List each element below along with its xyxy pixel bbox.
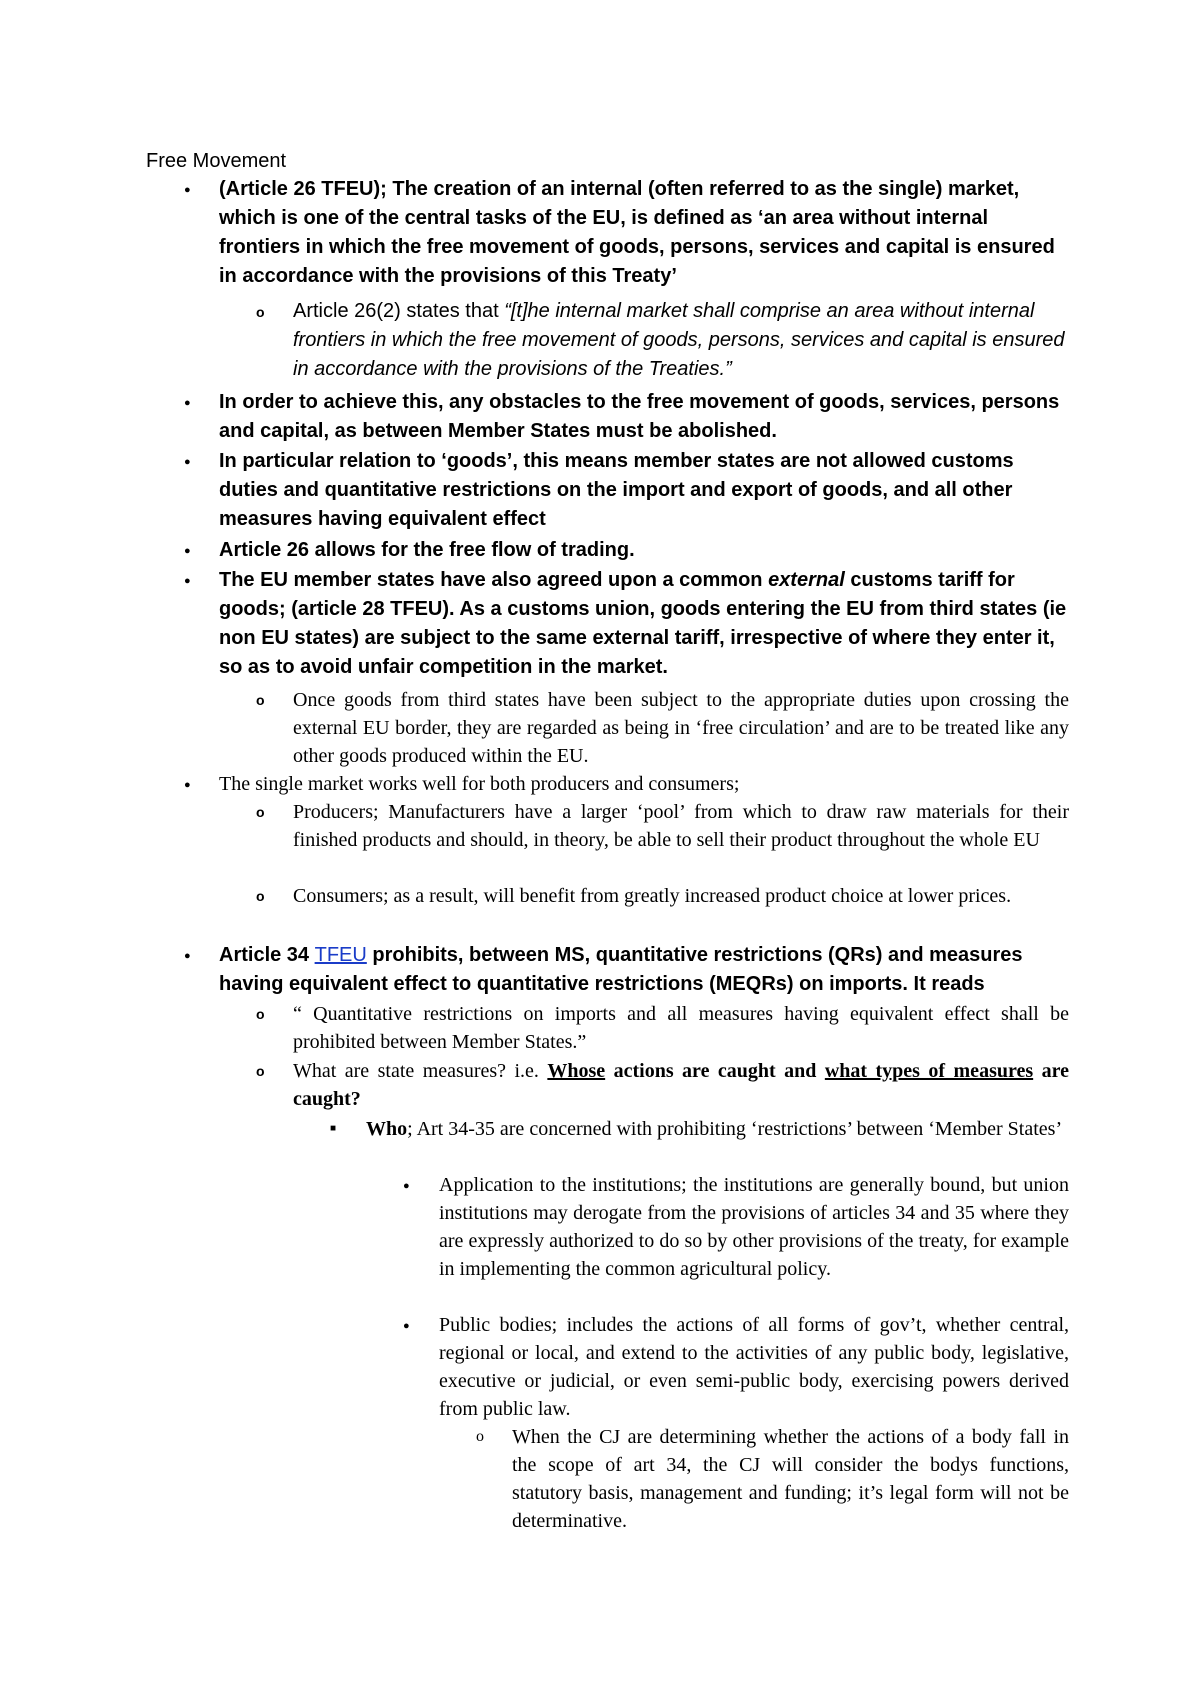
circle-bullet-icon: o <box>256 1006 265 1022</box>
list-item-text: are caught? <box>293 1060 1069 1110</box>
circle-bullet-icon: o <box>256 304 265 320</box>
tfeu-link[interactable]: TFEU <box>314 944 367 966</box>
circle-bullet-icon: o <box>256 692 265 708</box>
article-reference: (Article 26 TFEU) <box>219 178 381 200</box>
list-item: In particular relation to ‘goods’, this means member states are not allowed customs duties and quantitative restrictions on the import and export of goods, and all other measures having equivalent effect <box>219 450 1014 530</box>
list-item <box>219 566 1069 682</box>
treaty-quote: “[t]he internal market shall comprise an area without internal frontiers in which the free movement of goods, persons, services and capital is ensured in accordance with the provisions of the Treaties.” <box>293 300 1065 380</box>
list-item: “ Quantitative restrictions on imports and all measures having equivalent effect shall be prohibited between Member States.” <box>293 1003 1069 1053</box>
list-item-text: Article 26(2) states that <box>293 300 505 322</box>
bullet-icon <box>184 175 191 204</box>
bullet-icon <box>403 1171 410 1200</box>
bullet-icon <box>184 388 191 417</box>
list-item: Public bodies; includes the actions of all forms of gov’t, whether central, regional or local, and extend to the activities of any public body, legislative, executive or judicial, or even semi-public body, exercising powers derived from public law. <box>439 1314 1069 1420</box>
list-item <box>293 1057 1069 1113</box>
bullet-icon <box>184 770 191 799</box>
article-reference: article 28 TFEU <box>297 598 443 620</box>
list-item-text: actions are caught and <box>605 1060 825 1082</box>
bullet-icon <box>184 941 191 970</box>
bullet-icon <box>184 536 191 565</box>
circle-bullet-icon: o <box>256 804 265 820</box>
list-item-text: Article 34 <box>219 944 315 966</box>
list-item-text: prohibits, between MS, quantitative restrictions (QRs) and measures having equivalent effect to quantitative restrictions (MEQRs) on imports. It reads <box>219 944 1023 995</box>
circle-bullet-icon: o <box>256 1063 265 1079</box>
list-item: In order to achieve this, any obstacles to the free movement of goods, services, persons and capital, as between Member States must be abolished. <box>219 391 1060 442</box>
circle-bullet-icon: o <box>256 888 265 904</box>
list-item: Article 26 allows for the free flow of trading. <box>219 539 635 561</box>
list-item <box>219 175 1069 291</box>
list-item: Producers; Manufacturers have a larger ‘pool’ from which to draw raw materials for their finished products and should, in theory, be able to sell their product throughout the whole EU <box>293 801 1069 851</box>
list-item-text: What are state measures? i.e. <box>293 1060 548 1082</box>
bullet-icon <box>184 447 191 476</box>
list-item <box>219 941 1069 999</box>
circle-bullet-icon: o <box>476 1428 484 1445</box>
list-item-text: ; Art 34-35 are concerned with prohibiting ‘restrictions’ between ‘Member States’ <box>407 1118 1063 1140</box>
list-item-text: customs tariff for goods; ( <box>219 569 1015 620</box>
list-item: When the CJ are determining whether the actions of a body fall in the scope of art 34, the CJ will consider the bodys functions, statutory basis, management and funding; it’s legal form will not be determinative. <box>512 1426 1069 1532</box>
list-item <box>293 297 1069 384</box>
list-item: Application to the institutions; the institutions are generally bound, but union institutions may derogate from the provisions of articles 34 and 35 where they are expressly authorized to do so by other provisions of the treaty, for example in implementing the common agricultural policy. <box>439 1174 1069 1280</box>
bullet-icon <box>184 566 191 595</box>
emphasis-text: Who <box>366 1118 408 1140</box>
underlined-term: Whose <box>547 1060 606 1082</box>
list-item-text: ). As a customs union, goods entering the EU from third states (ie non EU states) are subject to the same external tariff, irrespective of where they enter it, so as to avoid unfair competition in the market. <box>219 598 1067 678</box>
underlined-term: what types of measures <box>824 1060 1034 1082</box>
document-title: Free Movement <box>146 150 287 172</box>
list-item-text: The EU member states have also agreed upon a common <box>219 569 769 591</box>
bullet-icon <box>403 1311 410 1340</box>
emphasis-text: external <box>768 569 845 591</box>
list-item-text: ; The creation of an internal (often referred to as the single) market, which is one of the central tasks of the EU, is defined as ‘an area without internal frontiers in which the free movement of goods, persons, services and capital is ensured in accordance with the provisions of this Treaty’ <box>219 178 1055 287</box>
list-item: Once goods from third states have been subject to the appropriate duties upon crossing the external EU border, they are regarded as being in ‘free circulation’ and are to be treated like any other goods produced within the EU. <box>293 689 1069 767</box>
list-item: The single market works well for both producers and consumers; <box>219 773 740 795</box>
list-item <box>366 1115 1069 1143</box>
list-item: Consumers; as a result, will benefit from greatly increased product choice at lower prices. <box>293 885 1012 907</box>
square-bullet-icon: ■ <box>330 1123 337 1134</box>
